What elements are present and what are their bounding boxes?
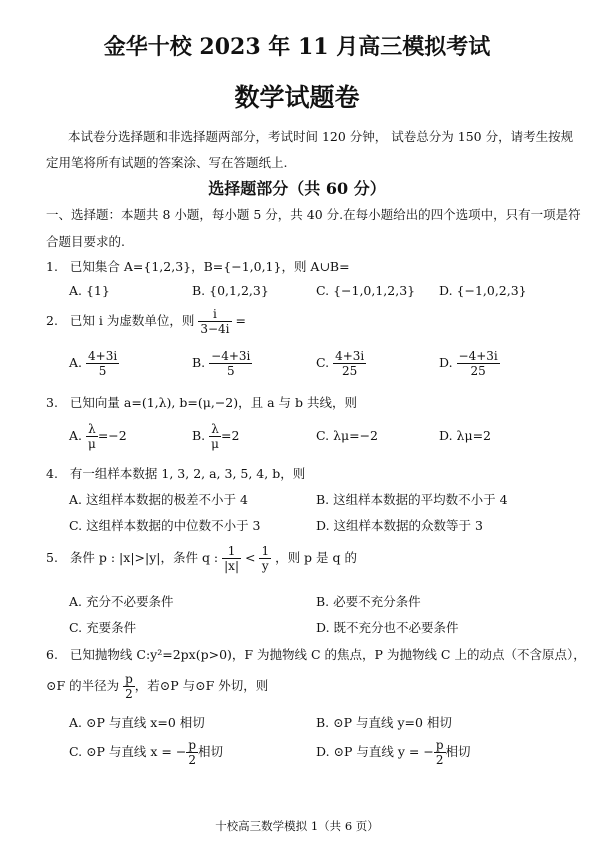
q3-option-a: A. $\frac{\lambda}{\mu}$ =−2 <box>69 422 127 451</box>
q1-option-d: D. {−1,0,2,3} <box>439 283 527 298</box>
question-number: 3. <box>46 395 58 410</box>
q5-option-b: B. 必要不充分条件 <box>316 594 421 609</box>
question-2: 2. 已知 i 为虚数单位，则 $\frac{i}{3-4i}$ = <box>46 307 246 336</box>
fraction: $\frac{\lambda}{\mu}$ <box>211 422 219 451</box>
question-stem: 已知抛物线 C:y²=2px(p>0)，F 为抛物线 C 的焦点，P 为抛物线 C 上的动点（不含原点）， <box>69 647 586 662</box>
q6-option-d: D. ⊙P 与直线 y = − $\frac{p}{2}$ 相切 <box>316 738 471 767</box>
question-5: 5. 条件 p : |x|>|y|，条件 q : $\frac{1}{|x|}$ < $\frac{1}{y}$ ，则 p 是 q 的 <box>46 544 357 573</box>
fraction: $\frac{1}{|x|}$ <box>224 544 239 573</box>
fraction: $\frac{i}{3-4i}$ <box>200 307 230 336</box>
section-title: 选择题部分（共 60 分） <box>208 179 386 198</box>
question-number: 4. <box>46 466 58 481</box>
q6-option-a: A. ⊙P 与直线 x=0 相切 <box>69 715 205 730</box>
q2-option-d: D. $\frac{-4+3i}{25}$ <box>439 349 498 378</box>
q3-option-d: D. λμ=2 <box>439 428 491 443</box>
question-stem: 已知集合 A={1,2,3}，B={−1,0,1}，则 A∪B= <box>69 259 350 274</box>
question-6 <box>46 645 586 663</box>
fraction: $\frac{4+3i}{25}$ <box>335 349 365 378</box>
fraction: $\frac{p}{2}$ <box>435 738 444 767</box>
q6-option-c: C. ⊙P 与直线 x = − $\frac{p}{2}$ 相切 <box>69 738 224 767</box>
q4-option-c: C. 这组样本数据的中位数不小于 3 <box>69 518 261 533</box>
q4-option-a: A. 这组样本数据的极差不小于 4 <box>69 492 248 507</box>
fraction: $\frac{-4+3i}{5}$ <box>211 349 251 378</box>
question-stem: 已知 i 为虚数单位，则 <box>69 313 195 328</box>
question-number: 1. <box>46 259 58 274</box>
q2-option-c: C. $\frac{4+3i}{25}$ <box>316 349 365 378</box>
q1-option-c: C. {−1,0,1,2,3} <box>316 283 416 298</box>
exam-title: 金华十校 2023 年 11 月高三模拟考试 <box>103 34 491 60</box>
question-number: 5. <box>46 550 58 565</box>
q6-option-b: B. ⊙P 与直线 y=0 相切 <box>316 715 452 730</box>
q5-option-d: D. 既不充分也不必要条件 <box>316 620 459 635</box>
q3-option-b: B. $\frac{\lambda}{\mu}$ =2 <box>192 422 240 451</box>
instructions-line-2: 定用笔将所有试题的答案涂、写在答题纸上. <box>46 155 288 170</box>
paper-title: 数学试题卷 <box>234 83 360 112</box>
q1-option-a: A. {1} <box>69 283 110 298</box>
question-stem: 已知向量 a=(1,λ), b=(μ,−2)，且 a 与 b 共线，则 <box>69 395 357 410</box>
question-number: 6. <box>46 647 58 662</box>
section-intro-line-2: 合题目要求的. <box>46 234 125 249</box>
fraction: $\frac{\lambda}{\mu}$ <box>88 422 96 451</box>
fraction: $\frac{4+3i}{5}$ <box>88 349 118 378</box>
question-stem: 有一组样本数据 1, 3, 2, a, 3, 5, 4, b，则 <box>69 466 306 481</box>
fraction: $\frac{1}{y}$ <box>261 544 270 573</box>
section-intro-line-1: 一、选择题：本题共 8 小题，每小题 5 分，共 40 分.在每小题给出的四个选项中，只有一项是符 <box>46 207 581 222</box>
question-4 <box>46 464 305 482</box>
q4-option-b: B. 这组样本数据的平均数不小于 4 <box>316 492 508 507</box>
q5-option-a: A. 充分不必要条件 <box>69 594 174 609</box>
fraction: $\frac{-4+3i}{25}$ <box>458 349 498 378</box>
page-footer: 十校高三数学模拟 1（共 6 页） <box>215 819 379 833</box>
question-6-line-2: ⊙F 的半径为 $\frac{p}{2}$ ，若⊙P 与⊙F 外切，则 <box>46 672 269 701</box>
fraction: $\frac{p}{2}$ <box>188 738 197 767</box>
instructions-line-1: 本试卷分选择题和非选择题两部分，考试时间 120 分钟， 试卷总分为 150 分，请考生按规 <box>68 129 574 144</box>
q4-option-d: D. 这组样本数据的众数等于 3 <box>316 518 483 533</box>
question-3 <box>46 393 357 411</box>
q2-option-a: A. $\frac{4+3i}{5}$ <box>69 349 118 378</box>
question-stem: 条件 p : |x|>|y|，条件 q : <box>69 550 219 565</box>
fraction: $\frac{p}{2}$ <box>125 672 133 701</box>
q1-option-b: B. {0,1,2,3} <box>192 283 269 298</box>
q3-option-c: C. λμ=−2 <box>316 428 379 443</box>
question-1 <box>46 257 350 275</box>
q2-option-b: B. $\frac{-4+3i}{5}$ <box>192 349 251 378</box>
question-number: 2. <box>46 313 58 328</box>
q5-option-c: C. 充要条件 <box>69 620 137 635</box>
